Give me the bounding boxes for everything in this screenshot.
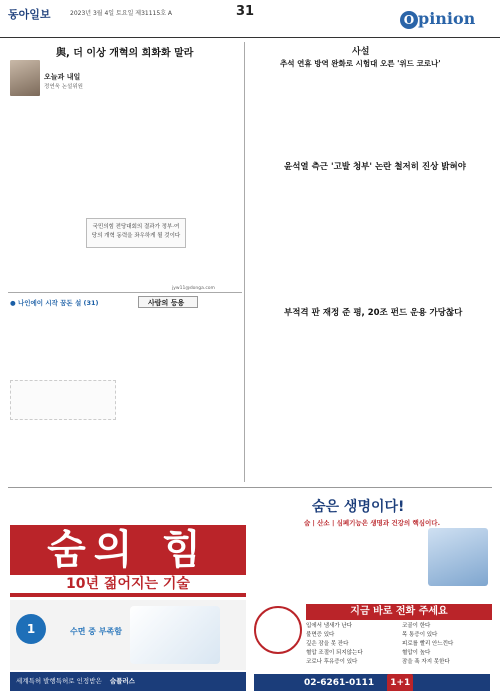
- ad-highlight-bar: 지금 바로 전화 주세요: [306, 604, 492, 620]
- serial-illustration: [10, 380, 116, 420]
- ad-offer-badge: 1+1: [387, 674, 413, 691]
- column-title: 與, 더 이상 개혁의 희화화 말라: [56, 48, 194, 59]
- feature-title: 사람의 등용: [148, 299, 185, 307]
- editorial-title-3: 부적격 판 재정 준 평, 20조 펀드 운용 가당찮다: [284, 308, 463, 318]
- editorial-title-1: 추석 연휴 방역 완화로 시험대 오른 '위드 코로나': [280, 59, 441, 68]
- ad-right-panel: [252, 494, 492, 691]
- ad-strip: [8, 487, 492, 490]
- editorial-body-3: [250, 322, 490, 482]
- editorial-title-2: 윤석열 측근 '고발 청부' 논란 철저히 진상 밝혀야: [284, 162, 466, 172]
- ad-product-image: [130, 606, 220, 664]
- ad-right-image: [428, 528, 488, 586]
- ad-headline-banner: [10, 525, 246, 597]
- ad-company-bar: [10, 672, 246, 691]
- author-title: 정연욱 논설위원: [44, 84, 83, 90]
- pull-quote: 국민의힘 전당대회의 결과가 정부·여당의 개혁 동력을 좌우하게 될 것이다: [86, 218, 186, 248]
- ad-right-sub: 숨 | 산소 | 심폐기능은 생명과 건강의 핵심이다.: [303, 519, 441, 527]
- checklist-item: 혈압이 높다: [402, 650, 431, 656]
- ad-checklist: [306, 622, 492, 672]
- feature-body: [128, 312, 240, 480]
- ad-right-body: [254, 528, 424, 580]
- horizontal-divider: [8, 292, 242, 293]
- checklist-item: 입에서 냄새가 난다: [306, 623, 353, 629]
- checklist-item: 불면증 있다: [306, 632, 335, 638]
- column-body-1: [10, 102, 112, 288]
- page-header: [0, 0, 500, 38]
- ad-left-top: [8, 494, 248, 522]
- opinion-o-icon: O: [400, 11, 418, 29]
- column-credit: jyw11@donga.com: [172, 286, 215, 291]
- serial-bullet-icon: ●: [10, 299, 16, 307]
- serial-title: [10, 298, 99, 307]
- section-title: [400, 9, 494, 31]
- editorial-body-2: [250, 176, 490, 300]
- editorial-tag: 사설: [352, 47, 370, 57]
- section-word: pinion: [418, 9, 476, 28]
- checklist-item: 피로를 빨리 안느낀다: [402, 641, 454, 647]
- checklist-item: 잠을 푹 자지 못한다: [402, 659, 450, 665]
- ad-subheadline: 10년 젊어지는 기술: [10, 575, 246, 593]
- issue-date: 2023년 3월 4일 토요일 제31115호 A: [70, 10, 173, 17]
- newspaper-logo: 동아일보: [8, 8, 51, 21]
- column-body-3: [120, 250, 238, 288]
- ad-sleep-label: 수면 중 부족함: [70, 627, 122, 636]
- column-divider: [244, 42, 245, 482]
- author-photo: [10, 60, 40, 96]
- ad-badge-icon: 1: [16, 614, 46, 644]
- ad-exercise-circle: [254, 606, 302, 654]
- author-name: 오늘과 내일: [44, 73, 81, 81]
- ad-product-area: [10, 600, 246, 670]
- checklist-item: 목 통증이 있다: [402, 632, 438, 638]
- checklist-item: 혈압 조절이 되지않는다: [306, 650, 363, 656]
- ad-brand: 숨플러스: [109, 677, 135, 685]
- serial-title-text: 나인에이 시작 꿈돈 설 (31): [17, 299, 99, 307]
- page-number: 31: [236, 4, 255, 19]
- ad-right-title: 숨은 생명이다!: [312, 499, 405, 515]
- checklist-item: 코로나 후유증이 있다: [306, 659, 358, 665]
- ad-phone: 02-6261-0111: [304, 678, 375, 688]
- ad-company: 세계특허 발행특허로 인정받은: [16, 677, 102, 685]
- checklist-item: 깊은 잠을 못 잔다: [306, 641, 349, 647]
- column-body-2: [120, 64, 238, 242]
- ad-phone-bar: [254, 674, 490, 691]
- checklist-item: 코골이 한다: [402, 623, 431, 629]
- editorial-body-1: [250, 72, 490, 152]
- ad-headline: 숨의 힘: [47, 526, 209, 573]
